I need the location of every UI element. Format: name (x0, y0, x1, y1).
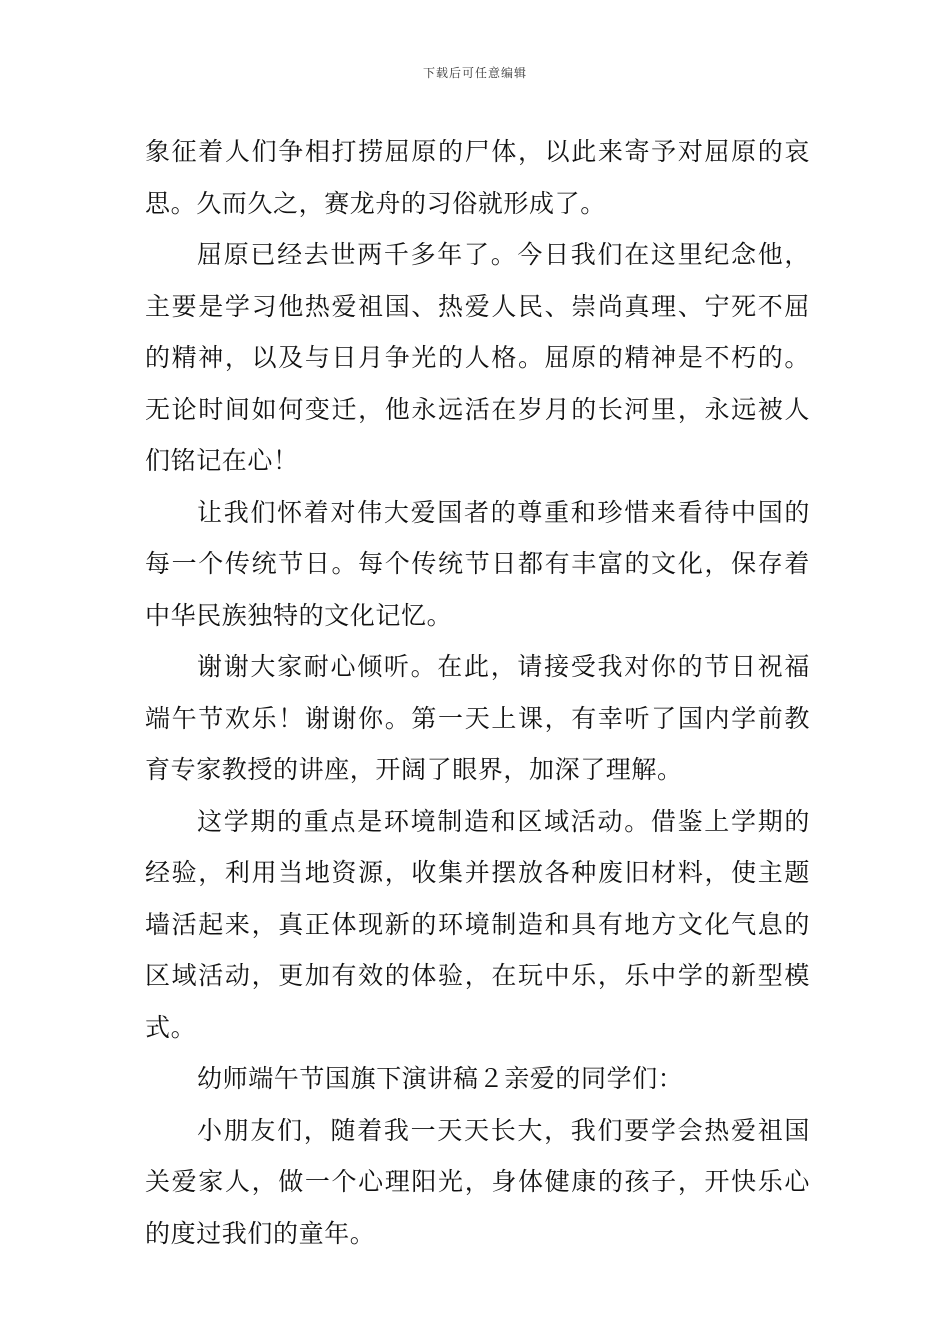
paragraph-7: 小朋友们，随着我一天天长大，我们要学会热爱祖国关爱家人，做一个心理阳光，身体健康的孩子，开快乐心的度过我们的童年。 (145, 1115, 810, 1248)
paragraph-2: 屈原已经去世两千多年了。今日我们在这里纪念他，主要是学习他热爱祖国、热爱人民、崇尚真理、宁死不屈的精神，以及与日月争光的人格。屈原的精神是不朽的。无论时间如何变迁，他永远活在岁月的长河里，永远被人们铭记在心！ (145, 240, 810, 475)
paragraph-3: 让我们怀着对伟大爱国者的尊重和珍惜来看待中国的每一个传统节日。每个传统节日都有丰富的文化，保存着中华民族独特的文化记忆。 (145, 497, 810, 630)
document-body (145, 126, 810, 1259)
header-note: 下载后可任意编辑 (422, 66, 527, 80)
paragraph-1: 象征着人们争相打捞屈原的尸体，以此来寄予对屈原的哀思。久而久之，赛龙舟的习俗就形成了。 (145, 137, 810, 218)
paragraph-6: 幼师端午节国旗下演讲稿２亲爱的同学们： (197, 1064, 684, 1093)
paragraph-5: 这学期的重点是环境制造和区域活动。借鉴上学期的经验，利用当地资源，收集并摆放各种废旧材料，使主题墙活起来，真正体现新的环境制造和具有地方文化气息的区域活动，更加有效的体验，在玩中乐，乐中学的新型模式。 (145, 806, 810, 1042)
paragraph-4: 谢谢大家耐心倾听。在此，请接受我对你的节日祝福端午节欢乐！谢谢你。第一天上课，有幸听了国内学前教育专家教授的讲座，开阔了眼界，加深了理解。 (145, 652, 810, 784)
